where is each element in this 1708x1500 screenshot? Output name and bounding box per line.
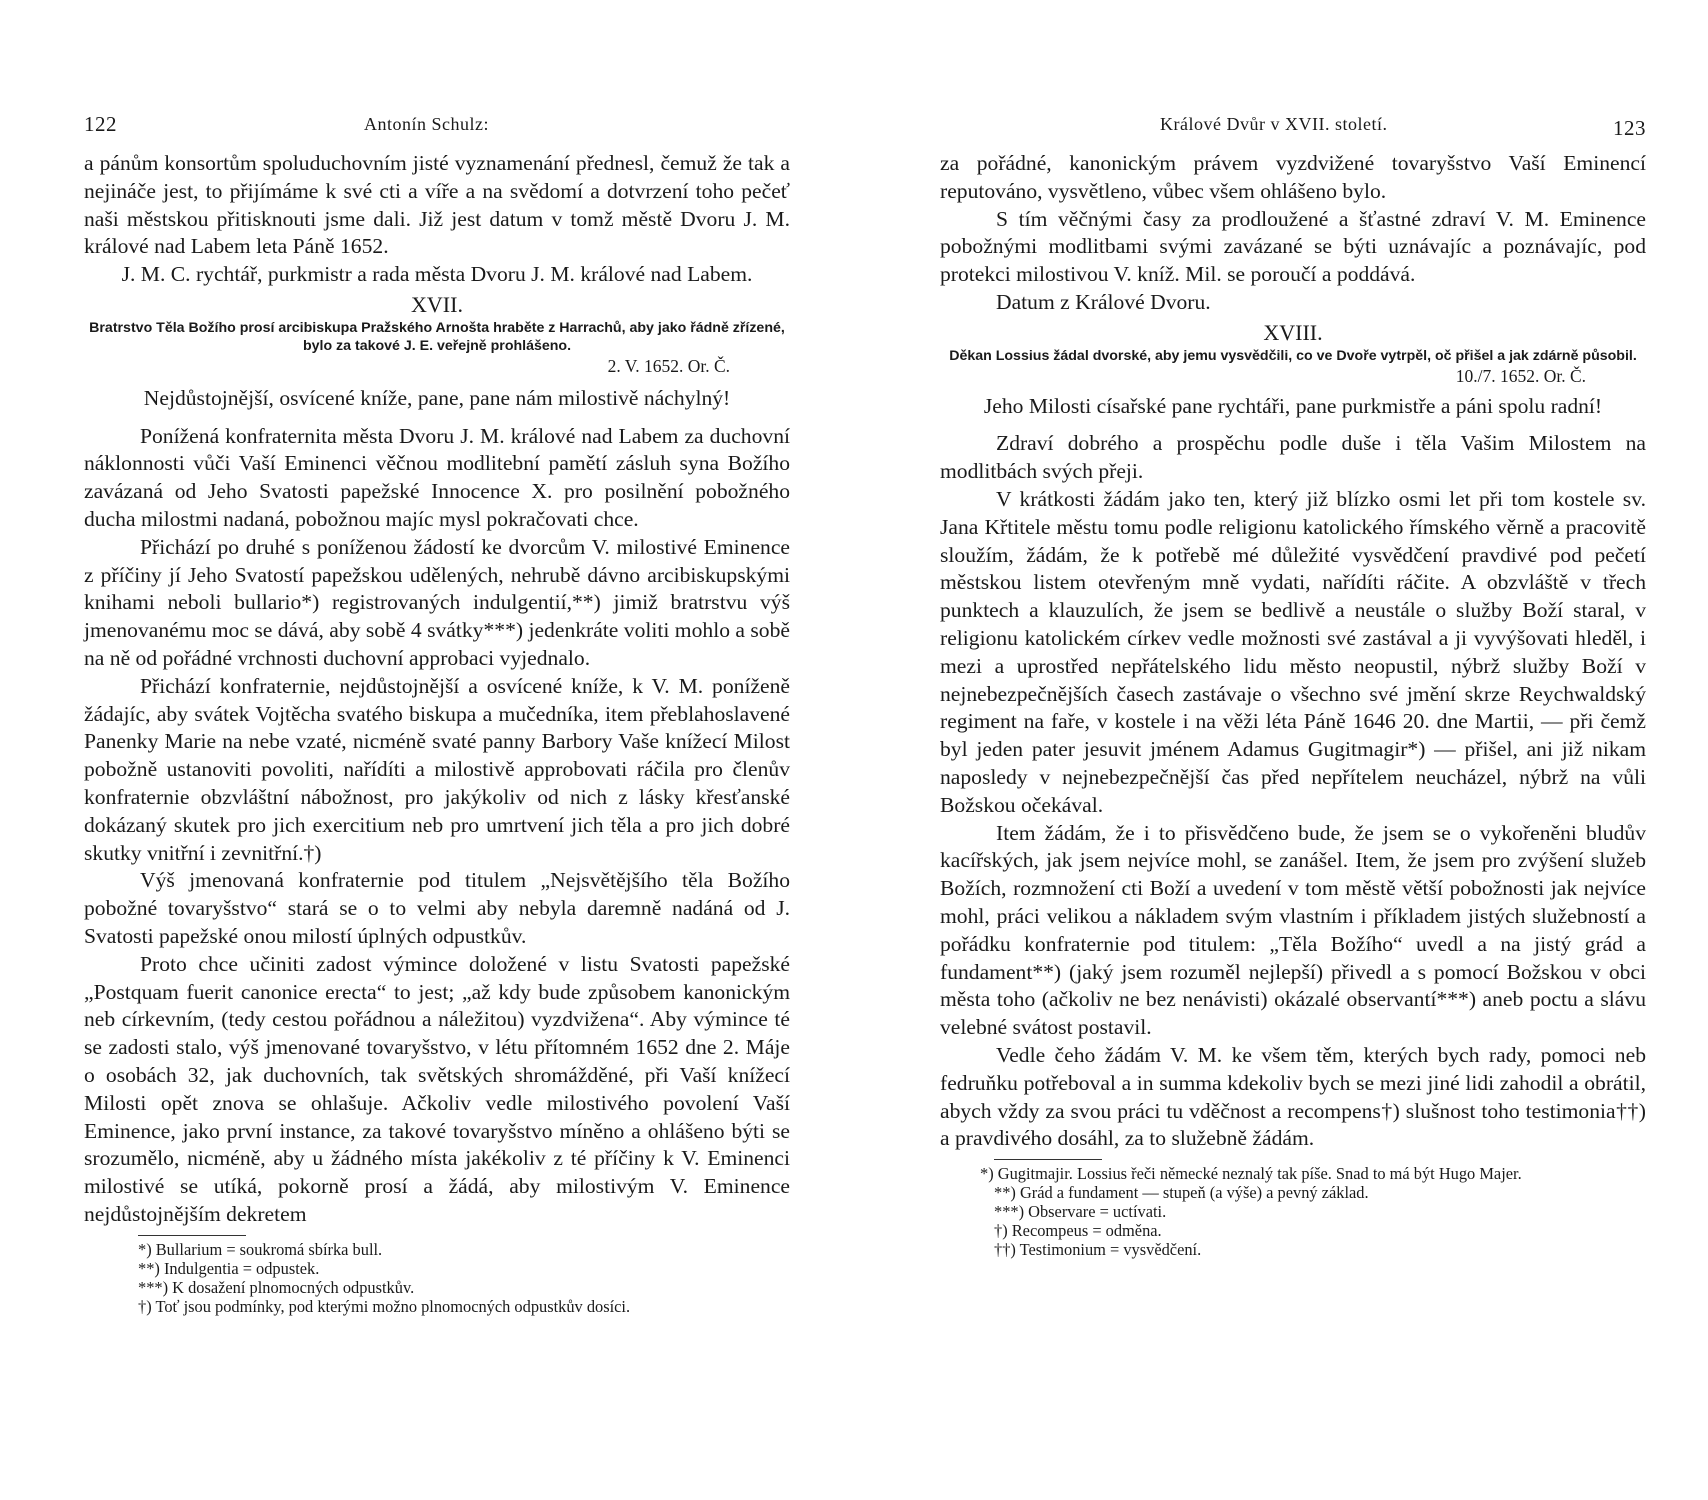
paragraph: za pořádné, kanonickým právem vyzdvižené tovaryšstvo Vaší Eminencí reputováno, vysvětleno, vůbec všem ohlášeno bylo. xyxy=(940,151,1646,203)
paragraph: Vedle čeho žádám V. M. ke všem těm, kterých bych rady, pomoci neb fedruňku potřeboval a in summa kdekoliv bych se mezi jiné lidi zahodil a obrátil, abych vždy za svou práci tu vděčnost a recompens†) slušnost toho testimonia††) a pravdivého dosáhl, za to služebně žádám. xyxy=(940,1042,1646,1151)
page-body xyxy=(940,150,1646,1153)
footnote: †) Toť jsou podmínky, pod kterými možno plnomocných odpustkův dosíci. xyxy=(138,1296,631,1316)
footnote: ***) Observare = uctívati. xyxy=(994,1202,1167,1222)
document-number: XVII. xyxy=(411,291,463,317)
page-number: 123 xyxy=(1613,116,1646,140)
right-page xyxy=(940,110,1646,1259)
document-number: XVIII. xyxy=(1263,319,1323,345)
running-header xyxy=(84,110,790,150)
document-summary: Bratrstvo Těla Božího prosí arcibiskupa Pražského Arnošta hraběte z Harrachů, aby jako řádně zřízené, bylo za takové J. E. veřejně prohlášeno. xyxy=(89,319,785,354)
paragraph: S tím věčnými časy za prodloužené a šťastné zdraví V. M. Eminence pobožnými modlitbami svými zavázané se býti uznávajíc a poznávajíc, pod protekci milostivou V. kníž. Mil. se poroučí a poddává. xyxy=(940,206,1646,287)
footnote-rule xyxy=(994,1159,1102,1160)
footnote: ***) K dosažení plnomocných odpustkův. xyxy=(138,1277,415,1297)
footnote: *) Bullarium = soukromá sbírka bull. xyxy=(138,1239,383,1259)
paragraph: Item žádám, že i to přisvědčeno bude, že jsem se o vykořeněni bludův kacířských, jak jsem nejvíce mohl, se zanášel. Item, že jsem pro zvýšení služeb Božích, rozmnožení cti Boží a uvedení v tom městě větší pobožnosti jak nejvíce mohl, práci velikou a nákladem svým vlastním i příkladem jistých služebností a pořádku konfraternie pod titulem: „Těla Božího“ uvedl a na jistý grád a fundament**) (jaký jsem rozuměl nejlepší) přivedl a s pomocí Božskou v obci města toho (ačkoliv ne bez nenávisti) okázalé observantí***) aneb poctu a slávu velebné svátost postavil. xyxy=(940,820,1646,1040)
running-head-title: Antonín Schulz: xyxy=(364,114,489,134)
footnote: ††) Testimonium = vysvědčení. xyxy=(994,1240,1202,1260)
running-head-title: Králové Dvůr v XVII. století. xyxy=(1160,114,1388,134)
paragraph: Proto chce učiniti zadost výmince doložené v listu Svatosti papežské „Postquam fuerit canonice erecta“ to jest; „až kdy bude způsobem kanonickým neb církevním, (tedy cestou pořádnou a náležitou) vyzdvižena“. Aby výmince té se zadosti stalo, výš jmenované tovaryšstvo, v létu přítomném 1652 dne 2. Máje o osobách 32, jak duchovních, tak světských shromážděné, při Vaší knížecí Milosti opět znova se ohlašuje. Ačkoliv vedle milostivého povolení Vaší Eminence, jako první instance, za takové tovaryšstvo míněno a ohlášeno býti se srozumělo, nicméně, aby u žádného místa jakékoliv z té příčiny k V. Eminenci milostivé se utíká, pokorně prosí a žádá, aby milostivým V. Eminence nejdůstojnějším dekretem xyxy=(84,951,790,1226)
paragraph: Výš jmenovaná konfraternie pod titulem „Nejsvětějšího těla Božího pobožné tovaryšstvo“ stará se o to velmi aby nebyla daremně nadáná od J. Svatosti papežské onou milostí úplných odpustkův. xyxy=(84,868,790,948)
footnote: **) Indulgentia = odpustek. xyxy=(138,1258,320,1278)
paragraph: V krátkosti žádám jako ten, který již blízko osmi let při tom kostele sv. Jana Křtitele městu tomu podle religionu katolického římského věrně a pracovitě sloužím, žádám, že k potřebě mé důležité vysvědčení pravdivé pod pečetí městskou listem otevřeným mně vydati, nařídíti ráčite. A obzvláště v třech punktech a klauzulích, že jsem se bedlivě a neustále o služby Boží staral, v religionu katolickém církev vedle možnosti své zastával a ji vyvýšovati hleděl, i mezi a uprostřed nepřátelského lidu město neopustil, nýbrž služby Boží v nejnebezpečnějších časech zastávaje o všechno své jmění skrze Reychwaldský regiment na faře, v kostele i na věži léta Páně 1646 20. dne Martii, — při čemž byl jeden pater jesuvit jménem Adamus Gugitmagir*) — přišel, ani již nikam naposledy v nejnebezpečnější čas před nepřítelem neucházel, nýbrž na vůli Božskou očekával. xyxy=(940,486,1646,817)
footnotes xyxy=(940,1159,1646,1259)
paragraph: Ponížená konfraternita města Dvoru J. M. králové nad Labem za duchovní náklonnosti vůči Vaší Eminenci věčnou modlitební pamětí zásluh syna Božího zavázaná od Jeho Svatosti papežské Innocence X. pro posilnění pobožného ducha milostmi nadaná, pobožnou majíc mysl pokračovati chce. xyxy=(84,423,790,531)
paragraph: Přichází konfraternie, nejdůstojnější a osvícené kníže, k V. M. poníženě žádajíc, aby svátek Vojtěcha svatého biskupa a mučedníka, item přeblahoslavené Panenky Marie na nebe vzaté, nicméně svaté panny Barbory Vaše knížecí Milost pobožně ustanoviti povoliti, nařídíti a milostivě approbovati ráčila pro členův konfraternie obzvláštní nábožnost, pro jakýkoliv od nich z lásky křesťanské dokázaný skutek pro jich exercitium neb pro umrtvení jich těla a pro jich dobré skutky vnitřní i zevnitřní.†) xyxy=(84,673,790,865)
page-body xyxy=(84,150,790,1229)
footnote: *) Gugitmajir. Lossius řeči německé neznalý tak píše. Snad to má být Hugo Majer. xyxy=(980,1164,1522,1184)
footnote: †) Recompeus = odměna. xyxy=(994,1221,1162,1241)
footnote-rule xyxy=(138,1235,246,1236)
footnote: **) Grád a fundament — stupeň (a výše) a pevný základ. xyxy=(994,1183,1369,1203)
page-number: 122 xyxy=(84,112,117,136)
document-summary: Děkan Lossius žádal dvorské, aby jemu vysvědčili, co ve Dvoře vytrpěl, oč přišel a jak zdárně působil. xyxy=(949,347,1637,364)
paragraph: a pánům konsortům spoluduchovním jisté vyznamenání přednesl, čemuž že tak a nejináče jest, to přijímáme k své cti a víře a na svědomí a dotvrzení toho pečeť naši městskou přitisknouti jsme dali. Již jest datum v tomž městě Dvoru J. M. králové nad Labem leta Páně 1652. xyxy=(84,151,790,259)
salutation: Jeho Milosti císařské pane rychtáři, pane purkmistře a páni spolu radní! xyxy=(983,393,1603,418)
document-date: 2. V. 1652. Or. Č. xyxy=(607,355,730,376)
footnotes xyxy=(84,1235,790,1316)
signature-line: J. M. C. rychtář, purkmistr a rada města Dvoru J. M. králové nad Labem. xyxy=(121,262,753,287)
paragraph: Přichází po druhé s poníženou žádostí ke dvorcům V. milostivé Eminence z příčiny jí Jeho Svatostí papežskou udělených, nehrubě dávno arcibiskupskými knihami neboli bullario*) registrovaných indulgentií,**) jimiž bratrstvu výš jmenovanému moc se dává, aby sobě 4 svátky***) jedenkráte voliti mohlo a sobě na ně od pořádné vrchnosti duchovní approbaci vyjednalo. xyxy=(84,534,790,670)
running-header xyxy=(940,110,1646,150)
paragraph: Zdraví dobrého a prospěchu podle duše i těla Vašim Milostem na modlitbách svých přeji. xyxy=(940,431,1646,484)
document-date: 10./7. 1652. Or. Č. xyxy=(1455,365,1586,386)
dating-line: Datum z Králové Dvoru. xyxy=(996,289,1211,314)
left-page xyxy=(84,110,790,1316)
salutation: Nejdůstojnější, osvícené kníže, pane, pane nám milostivě náchylný! xyxy=(143,385,731,410)
